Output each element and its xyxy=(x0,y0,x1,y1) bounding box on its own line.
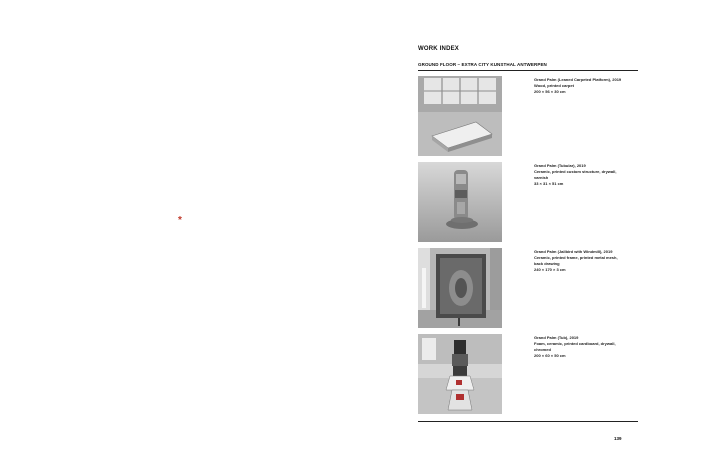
bottom-rule xyxy=(418,421,638,422)
artwork-photo xyxy=(418,76,502,156)
artwork-caption xyxy=(534,249,638,273)
section-title: GROUND FLOOR – EXTRA CITY KUNSTHAL ANTWERPEN xyxy=(418,62,547,67)
index-title: WORK INDEX xyxy=(418,46,459,52)
caption-materials: Ceramic, printed custom structure, drywall, xyxy=(534,169,617,174)
caption-title: Grand Palm (Tubular), 2019 xyxy=(534,163,586,168)
caption-dimensions: 33 × 31 × 51 cm xyxy=(534,181,564,186)
caption-dimensions: 200 × 60 × 50 cm xyxy=(534,353,566,358)
caption-title: Grand Palm (Leaned Carpeted Platform), 2019 xyxy=(534,77,622,82)
artwork-caption xyxy=(534,77,638,95)
work-entry xyxy=(418,248,638,328)
caption-materials: Wood, printed carpet xyxy=(534,83,574,88)
work-entry xyxy=(418,76,638,156)
caption-materials-cont: chromed xyxy=(534,347,551,352)
artwork-caption xyxy=(534,335,638,359)
top-rule xyxy=(418,70,638,71)
artwork-caption xyxy=(534,163,638,187)
work-entry xyxy=(418,162,638,242)
work-entry xyxy=(418,334,638,414)
caption-title: Grand Palm (Jailbird with Windmill), 2019 xyxy=(534,249,613,254)
caption-materials: Ceramic, printed frame, printed metal mesh, xyxy=(534,255,618,260)
caption-materials-cont: varnish xyxy=(534,175,549,180)
asterisk-mark: * xyxy=(178,215,182,226)
caption-title: Grand Palm (Tub), 2019 xyxy=(534,335,579,340)
caption-materials: Foam, ceramic, printed cardboard, drywall, xyxy=(534,341,616,346)
caption-dimensions: 240 × 170 × 3 cm xyxy=(534,267,566,272)
caption-materials-cont: back drawing xyxy=(534,261,560,266)
caption-dimensions: 200 × 56 × 30 cm xyxy=(534,89,566,94)
artwork-photo xyxy=(418,248,502,328)
artwork-photo xyxy=(418,162,502,242)
page-number: 139 xyxy=(614,436,622,441)
artwork-photo xyxy=(418,334,502,414)
